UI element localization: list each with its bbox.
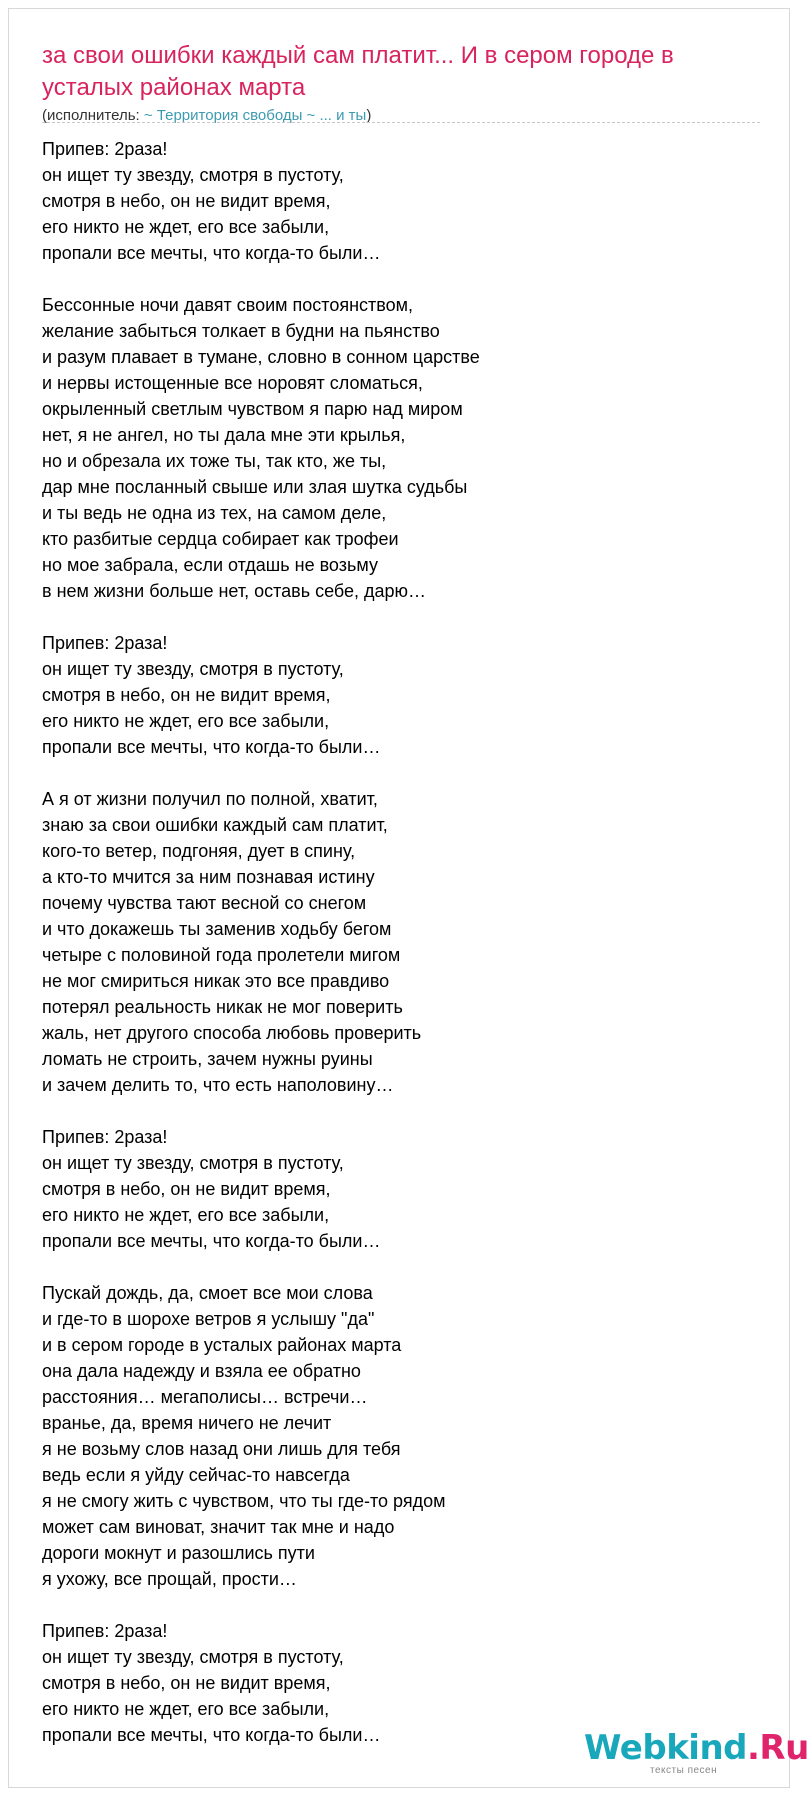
lyric-line: А я от жизни получил по полной, хватит, [42, 789, 378, 809]
lyric-line: я не возьму слов назад они лишь для тебя [42, 1439, 401, 1459]
lyric-line: пропали все мечты, что когда-то были… [42, 1231, 381, 1251]
lyric-line: пропали все мечты, что когда-то были… [42, 243, 381, 263]
lyric-line: я ухожу, все прощай, прости… [42, 1569, 297, 1589]
lyric-line: смотря в небо, он не видит время, [42, 1673, 331, 1693]
lyric-line: жаль, нет другого способа любовь проверить [42, 1023, 422, 1043]
lyric-line: смотря в небо, он не видит время, [42, 191, 331, 211]
logo-suffix: .Ru [747, 1728, 809, 1768]
lyric-line: но и обрезала их тоже ты, так кто, же ты, [42, 451, 387, 471]
lyric-line: он ищет ту звезду, смотря в пустоту, [42, 1153, 344, 1173]
lyric-line: она дала надежду и взяла ее обратно [42, 1361, 361, 1381]
lyric-line: может сам виноват, значит так мне и надо [42, 1517, 395, 1537]
lyric-line: и что докажешь ты заменив ходьбу бегом [42, 919, 392, 939]
lyric-line: его никто не ждет, его все забыли, [42, 217, 330, 237]
lyric-line: Припев: 2раза! [42, 633, 168, 653]
lyric-line: он ищет ту звезду, смотря в пустоту, [42, 165, 344, 185]
lyric-line: и разум плавает в тумане, словно в сонном царстве [42, 347, 480, 367]
lyric-line: потерял реальность никак не мог поверить [42, 997, 403, 1017]
lyric-line: четыре с половиной года пролетели мигом [42, 945, 401, 965]
lyric-stanza [42, 1280, 758, 1592]
lyric-line: его никто не ждет, его все забыли, [42, 1699, 330, 1719]
lyric-line: Припев: 2раза! [42, 139, 168, 159]
logo-wordmark [584, 1728, 809, 1768]
lyric-line: Пускай дождь, да, смоет все мои слова [42, 1283, 373, 1303]
lyric-line: кого-то ветер, подгоняя, дует в спину, [42, 841, 356, 861]
lyric-line: он ищет ту звезду, смотря в пустоту, [42, 1647, 344, 1667]
lyric-line: его никто не ждет, его все забыли, [42, 711, 330, 731]
lyric-stanza [42, 1124, 758, 1254]
lyric-line: не мог смириться никак это все правдиво [42, 971, 390, 991]
lyric-line: его никто не ждет, его все забыли, [42, 1205, 330, 1225]
lyric-stanza [42, 136, 758, 266]
lyric-line: Припев: 2раза! [42, 1127, 168, 1147]
lyric-line: и где-то в шорохе ветров я услышу "да" [42, 1309, 375, 1329]
lyric-line: нет, я не ангел, но ты дала мне эти крылья, [42, 425, 406, 445]
lyric-line: Припев: 2раза! [42, 1621, 168, 1641]
song-header [42, 40, 758, 125]
lyric-line: ломать не строить, зачем нужны руины [42, 1049, 373, 1069]
header-divider [42, 122, 760, 123]
lyric-line: окрыленный светлым чувством я парю над миром [42, 399, 463, 419]
lyric-line: он ищет ту звезду, смотря в пустоту, [42, 659, 344, 679]
lyric-line: и в сером городе в усталых районах марта [42, 1335, 402, 1355]
logo-word: Webkind [584, 1728, 747, 1768]
lyric-line: и зачем делить то, что есть наполовину… [42, 1075, 394, 1095]
lyric-stanza [42, 292, 758, 604]
artist-prefix: (исполнитель: [42, 107, 144, 124]
lyric-line: но мое забрала, если отдашь не возьму [42, 555, 378, 575]
lyric-line: и ты ведь не одна из тех, на самом деле, [42, 503, 387, 523]
lyric-line: я не смогу жить с чувством, что ты где-то рядом [42, 1491, 446, 1511]
song-title: за свои ошибки каждый сам платит... И в сером городе в усталых районах марта [42, 42, 674, 101]
artist-suffix: ) [366, 107, 372, 124]
lyric-line: вранье, да, время ничего не лечит [42, 1413, 332, 1433]
lyric-stanza [42, 786, 758, 1098]
artist-link[interactable]: ~ Территория свободы ~ ... и ты [143, 107, 367, 124]
lyric-line: дар мне посланный свыше или злая шутка судьбы [42, 477, 468, 497]
lyric-line: дороги мокнут и разошлись пути [42, 1543, 315, 1563]
logo-tagline: тексты песен [650, 1765, 718, 1776]
lyric-line: и нервы истощенные все норовят сломаться, [42, 373, 423, 393]
lyric-line: знаю за свои ошибки каждый сам платит, [42, 815, 388, 835]
lyric-line: смотря в небо, он не видит время, [42, 685, 331, 705]
lyric-line: Бессонные ночи давят своим постоянством, [42, 295, 414, 315]
lyric-stanza [42, 630, 758, 760]
lyric-line: кто разбитые сердца собирает как трофеи [42, 529, 399, 549]
lyric-line: смотря в небо, он не видит время, [42, 1179, 331, 1199]
lyric-line: пропали все мечты, что когда-то были… [42, 1725, 381, 1745]
lyric-line: ведь если я уйду сейчас-то навсегда [42, 1465, 350, 1485]
lyric-line: пропали все мечты, что когда-то были… [42, 737, 381, 757]
lyric-line: расстояния… мегаполисы… встречи… [42, 1387, 368, 1407]
site-logo[interactable] [584, 1728, 809, 1776]
lyric-line: в нем жизни больше нет, оставь себе, дарю… [42, 581, 427, 601]
lyric-line: а кто-то мчится за ним познавая истину [42, 867, 375, 887]
lyric-line: желание забыться толкает в будни на пьянство [42, 321, 440, 341]
lyrics-body [42, 136, 758, 1774]
lyric-line: почему чувства тают весной со снегом [42, 893, 367, 913]
